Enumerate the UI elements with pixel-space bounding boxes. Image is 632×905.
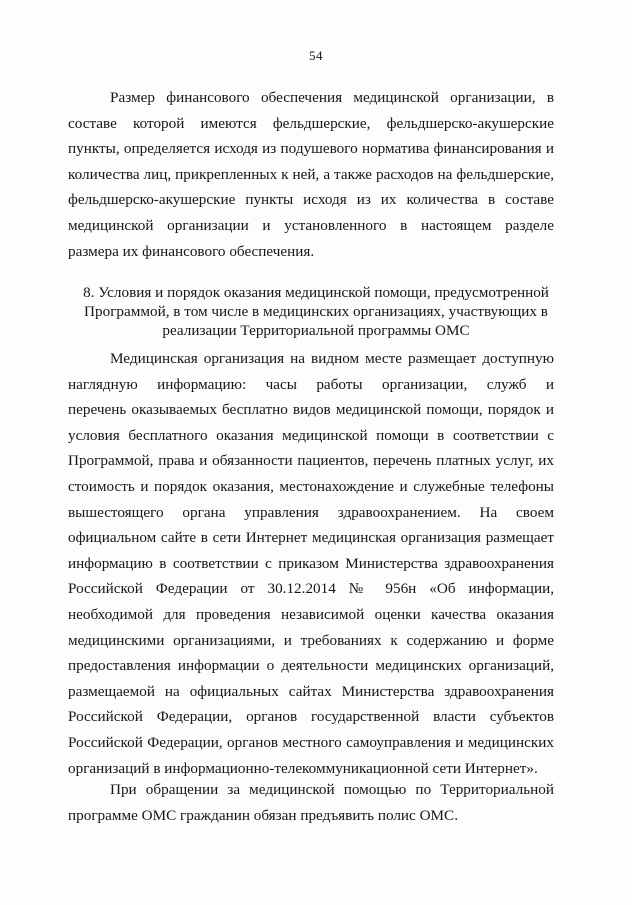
text-line: Российской Федерации, органов государственной власти субъектов (68, 708, 554, 726)
text-line: количества лиц, прикрепленных к ней, а также расходов на фельдшерские, (68, 165, 554, 183)
text-line: Медицинская организация на видном месте размещает доступную (110, 350, 554, 367)
text-line: медицинскими организациями, и требованиях к содержанию и форме (68, 631, 554, 649)
page-number: 54 (309, 48, 323, 63)
text-line: перечень оказываемых бесплатно видов медицинской помощи, порядок и (68, 401, 554, 419)
heading-line: реализации Территориальной программы ОМС (162, 322, 470, 339)
text-line: наглядную информацию: часы работы организации, служб и (68, 375, 554, 393)
text-line: программе ОМС гражданин обязан предъявить полис ОМС. (68, 806, 458, 824)
text-line: фельдшерско-акушерские пункты исходя из их количества в составе (68, 191, 554, 209)
heading-line: 8. Условия и порядок оказания медицинской помощи, предусмотренной (83, 284, 549, 301)
heading-line: Программой, в том числе в медицинских организациях, участвующих в (84, 303, 548, 320)
text-line: размера их финансового обеспечения. (68, 242, 315, 260)
text-line: При обращении за медицинской помощью по Территориальной (110, 781, 554, 798)
text-line: Российской Федерации от 30.12.2014 № 956н «Об информации, (68, 580, 554, 598)
text-line: пункты, определяется исходя из подушевого норматива финансирования и (68, 140, 554, 158)
text-line: Российской Федерации, органов местного самоуправления и медицинских (68, 733, 554, 751)
text-line: информацию в соответствии с приказом Министерства здравоохранения (68, 554, 554, 572)
paragraph-insurance-policy (68, 777, 554, 828)
section-heading (60, 283, 572, 340)
text-line: предоставления информации о деятельности медицинских организаций, (68, 657, 554, 675)
text-line: Программой, права и обязанности пациентов, перечень платных услуг, их (68, 452, 554, 470)
text-line: стоимость и порядок оказания, местонахождение и служебные телефоны (68, 477, 554, 495)
paragraph-financing (68, 85, 554, 264)
text-line: составе которой имеются фельдшерские, фельдшерско-акушерские (68, 114, 554, 132)
text-line: официальном сайте в сети Интернет медицинская организация размещает (68, 529, 554, 547)
text-line: организаций в информационно-телекоммуникационной сети Интернет». (68, 759, 538, 777)
text-line: размещаемой на официальных сайтах Министерства здравоохранения (68, 682, 554, 700)
text-line: медицинской организации и установленного в настоящем разделе (68, 216, 554, 234)
text-line: необходимой для проведения независимой оценки качества оказания (68, 605, 554, 623)
text-line: условия бесплатного оказания медицинской помощи в соответствии с (68, 426, 554, 444)
text-line: вышестоящего органа управления здравоохранением. На своем (68, 503, 554, 521)
paragraph-information (68, 346, 554, 781)
text-line: Размер финансового обеспечения медицинской организации, в (110, 89, 554, 106)
